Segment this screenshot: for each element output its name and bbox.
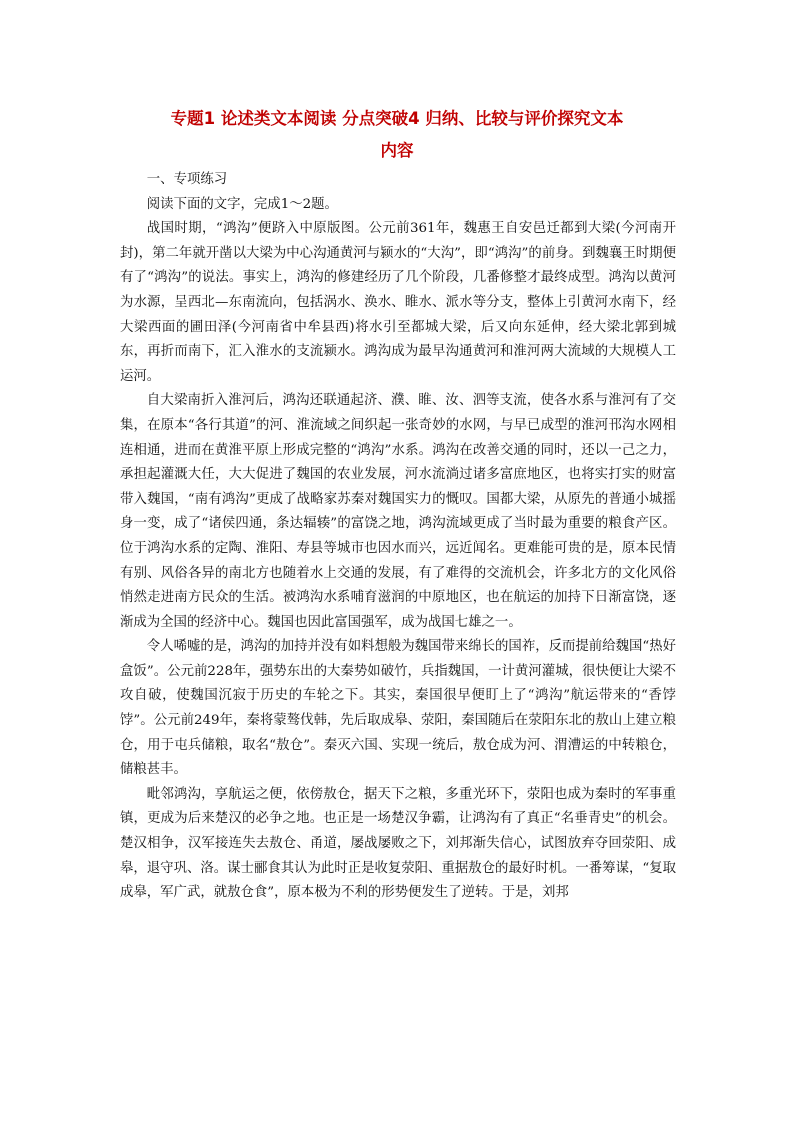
reading-instruction: 阅读下面的文字，完成1～2题。	[146, 196, 338, 212]
paragraph-3: 令人唏嘘的是，鸿沟的加持并没有如料想般为魏国带来绵长的国祚，反而提前给魏国“热好盒饭”。公元前228年，强势东出的大秦势如破竹，兵指魏国，一计黄河灌城，很快便让大梁不攻自破，使魏国沉寂于历史的车轮之下。其实，秦国很早便盯上了“鸿沟”航运带来的“香饽饽”。公元前249年，秦将蒙骜伐韩，先后取成皋、荥阳，秦国随后在荥阳东北的敖山上建立粮仓，用于屯兵储粮，取名“敖仓”。秦灭六国、实现一统后，敖仓成为河、渭漕运的中转粮仓，储粮甚丰。	[120, 639, 676, 778]
paragraph-2: 自大梁南折入淮河后，鸿沟还联通起济、濮、睢、汝、泗等支流，使各水系与淮河有了交集，在原本“各行其道”的河、淮流域之间织起一张奇妙的水网，与早已成型的淮河邗沟水网相连相通，进而在黄淮平原上形成完整的“鸿沟”水系。鸿沟在改善交通的同时，还以一己之力，承担起灌溉大任，大大促进了魏国的农业发展，河水流淌过诸多富庶地区，也将实打实的财富带入魏国，“南有鸿沟”更成了战略家苏秦对魏国实力的慨叹。国都大梁，从原先的普通小城摇身一变，成了“诸侯四通，条达辐辏”的富饶之地，鸿沟流域更成了当时最为重要的粮食产区。位于鸿沟水系的定陶、淮阳、寿县等城市也因水而兴，远近闻名。更难能可贵的是，原本民情有别、风俗各异的南北方也随着水上交通的发展，有了难得的交流机会，许多北方的文化风俗悄然走进南方民众的生活。被鸿沟水系哺育滋润的中原地区，也在航运的加持下日渐富饶，逐渐成为全国的经济中心。魏国也因此富国强军，成为战国七雄之一。	[120, 393, 676, 630]
title-line-1: 专题1 论述类文本阅读 分点突破4 归纳、比较与评价探究文本	[170, 109, 624, 129]
document-body	[120, 168, 676, 906]
paragraph-4: 毗邻鸿沟，享航运之便，依傍敖仓，据天下之粮，多重光环下，荥阳也成为秦时的军事重镇，更成为后来楚汉的必争之地。也正是一场楚汉争霸，让鸿沟有了真正“名垂青史”的机会。楚汉相争，汉军接连失去敖仓、甬道，屡战屡败之下，刘邦渐失信心，试图放弃夺回荥阳、成皋，退守巩、洛。谋士郦食其认为此时正是收复荥阳、重据敖仓的最好时机。一番筹谋，“复取成皋，军广武，就敖仓食”，原本极为不利的形势便发生了逆转。于是，刘邦	[120, 786, 676, 901]
title-line-2: 内容	[380, 141, 414, 161]
paragraph-1: 战国时期，“鸿沟”便跻入中原版图。公元前361年，魏惠王自安邑迁都到大梁(今河南开封)，第二年就开凿以大梁为中心沟通黄河与颍水的“大沟”，即“鸿沟”的前身。到魏襄王时期便有了“鸿沟”的说法。事实上，鸿沟的修建经历了几个阶段，几番修整才最终成型。鸿沟以黄河为水源，呈西北—东南流向，包括涡水、涣水、睢水、派水等分支，整体上引黄河水南下，经大梁西面的圃田泽(今河南省中牟县西)将水引至都城大梁，后又向东延伸，经大梁北郭到城东，再折而南下，汇入淮水的支流颍水。鸿沟成为最早沟通黄河和淮河两大流域的大规模人工运河。	[120, 221, 676, 384]
page-title	[120, 103, 674, 167]
section-heading: 一、专项练习	[146, 172, 228, 187]
